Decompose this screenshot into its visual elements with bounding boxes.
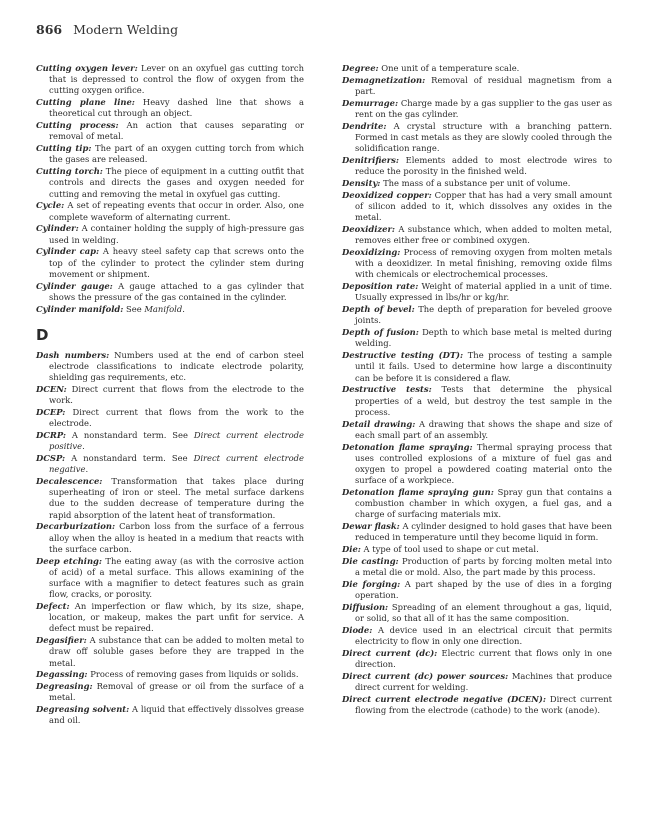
glossary-entry [342, 98, 612, 120]
glossary-term: Deep etching: [36, 555, 102, 566]
glossary-term: Degreasing: [36, 681, 93, 692]
glossary-entry [36, 166, 304, 200]
glossary-term: Deoxidized copper: [342, 189, 432, 200]
glossary-term: DCRP: [36, 430, 66, 441]
glossary-definition: A substance which, when added to molten metal, removes either free or combined oxygen. [355, 224, 612, 246]
glossary-entry [342, 304, 612, 326]
cross-reference: Direct current electrode positive [49, 430, 304, 452]
glossary-entry [36, 407, 304, 429]
glossary-entry [342, 155, 612, 177]
glossary-list-d [36, 350, 304, 727]
glossary-definition: Electric current that flows only in one direction. [355, 648, 612, 670]
glossary-definition: See [123, 303, 145, 314]
glossary-term: Degree: [342, 63, 379, 73]
glossary-definition: The part of an oxygen cutting torch from which the gases are released. [49, 143, 304, 165]
glossary-term: Cycle: [36, 200, 65, 211]
glossary-entry [36, 120, 304, 142]
glossary-term: Cylinder: [36, 223, 79, 234]
glossary-term: Deoxidizing: [342, 247, 401, 257]
glossary-definition: One unit of a temperature scale. [378, 63, 520, 73]
glossary-term: Destructive tests: [342, 384, 432, 395]
glossary-definition: Process of removing oxygen from molten metals with a deoxidizer. In metal finishing, removing oxide films with chemicals or electrochemical processes. [355, 247, 612, 280]
glossary-definition: Thermal spraying process that uses controlled explosions of a mixture of fuel gas and oxygen to propel a powdered coating material onto the surface of a workpiece. [355, 441, 612, 486]
glossary-definition: Elements added to most electrode wires to reduce the porosity in the finished weld. [355, 155, 612, 177]
glossary-definition: Spreading of an element throughout a gas, liquid, or solid, so that all of it has the same composition. [355, 602, 612, 624]
glossary-term: Dendrite: [342, 120, 387, 131]
entry-end-punctuation: . [182, 303, 185, 314]
glossary-term: Diode: [342, 625, 373, 636]
glossary-entry [342, 602, 612, 624]
glossary-term: Density: [342, 178, 381, 188]
glossary-entry [342, 327, 612, 349]
glossary-definition: Spray gun that contains a combustion chamber in which oxygen, a fuel gas, and a charge of surfacing materials mix. [355, 487, 612, 520]
glossary-entry [36, 143, 304, 165]
glossary-term: Detail drawing: [342, 418, 416, 429]
glossary-definition: An imperfection or flaw which, by its size, shape, location, or makeup, makes the part unfit for service. A defect must be repaired. [49, 601, 304, 634]
glossary-definition: A set of repeating events that occur in order. Also, one complete waveform of alternating current. [49, 200, 304, 222]
glossary-entry [36, 384, 304, 406]
glossary-entry [342, 694, 612, 716]
glossary-definition: The piece of equipment in a cutting outfit that controls and directs the gases and oxygen needed for cutting and removing the metal in oxyfuel gas cutting. [49, 166, 304, 199]
glossary-term: Detonation flame spraying: [342, 441, 473, 452]
glossary-term: Deposition rate: [342, 281, 419, 292]
glossary-term: Defect: [36, 601, 70, 612]
glossary-definition: Carbon loss from the surface of a ferrous alloy when the alloy is heated in a medium that reacts with the surface carbon. [49, 521, 304, 554]
glossary-definition: Production of parts by forcing molten metal into a metal die or mold. Also, the part made by this process. [355, 556, 612, 578]
glossary-term: Cutting tip: [36, 143, 92, 154]
glossary-term: Dash numbers: [36, 349, 110, 360]
running-header [36, 22, 178, 37]
glossary-entry [342, 556, 612, 578]
cross-reference: Manifold [144, 303, 183, 314]
glossary-entry [36, 200, 304, 222]
glossary-entry [342, 121, 612, 155]
glossary-entry [36, 556, 304, 601]
glossary-definition: A device used in an electrical circuit that permits electricity to flow in only one direction. [355, 625, 612, 647]
glossary-definition: Direct current that flows from the electrode to the work. [49, 384, 304, 406]
glossary-term: Demurrage: [342, 97, 399, 108]
glossary-entry [342, 625, 612, 647]
glossary-entry [36, 63, 304, 97]
glossary-definition: Heavy dashed line that shows a theoretical cut through an object. [49, 97, 304, 119]
glossary-term: DCSP: [36, 453, 66, 464]
cross-reference: Direct current electrode negative [49, 453, 304, 475]
glossary-term: Die casting: [342, 556, 399, 567]
glossary-definition: The depth of preparation for beveled groove joints. [355, 304, 613, 326]
glossary-definition: A crystal structure with a branching pattern. Formed in cast metals as they are slowly cooled through the solidification range. [355, 120, 612, 154]
glossary-entry [342, 671, 612, 693]
glossary-term: DCEP: [36, 407, 66, 418]
glossary-term: Depth of fusion: [342, 327, 419, 338]
glossary-term: Cylinder manifold: [36, 303, 124, 314]
glossary-term: Detonation flame spraying gun: [342, 487, 494, 498]
glossary-term: Denitrifiers: [342, 155, 399, 165]
book-title: Modern Welding [73, 22, 179, 37]
glossary-term: Die forging: [342, 579, 401, 590]
glossary-definition: The eating away (as with the corrosive action of acid) of a metal surface. This allows examining of the surface with a magnifier to detect features such as grain flow, cracks, or porosity. [49, 555, 304, 600]
glossary-entry [342, 281, 612, 303]
glossary-term: DCEN: [36, 384, 67, 395]
glossary-definition: Machines that produce direct current for welding. [355, 671, 612, 693]
glossary-definition: A gauge attached to a gas cylinder that shows the pressure of the gas contained in the cylinder. [49, 280, 304, 302]
glossary-definition: Numbers used at the end of carbon steel electrode classifications to indicate electrode polarity, shielding gas requirements, etc. [49, 349, 304, 383]
left-column [36, 63, 304, 727]
entry-end-punctuation: . [85, 464, 89, 475]
glossary-definition: A type of tool used to shape or cut metal. [360, 544, 539, 555]
glossary-definition: A nonstandard term. See [65, 453, 194, 464]
glossary-entry [36, 97, 304, 119]
glossary-definition: A container holding the supply of high-pressure gas used in welding. [49, 223, 304, 245]
glossary-entry [342, 247, 612, 281]
glossary-term: Cutting process: [36, 120, 119, 131]
glossary-definition: A drawing that shows the shape and size of each small part of an assembly. [355, 418, 612, 440]
glossary-entry [36, 704, 304, 726]
glossary-term: Die: [342, 544, 361, 555]
glossary-term: Direct current (dc): [342, 648, 438, 659]
glossary-list-d-continued [342, 63, 612, 716]
glossary-entry [342, 419, 612, 441]
glossary-entry [36, 246, 304, 280]
glossary-definition: Lever on an oxyfuel gas cutting torch that is depressed to control the flow of oxygen from the cutting oxygen orifice. [49, 63, 304, 96]
glossary-entry [342, 224, 612, 246]
glossary-list-c [36, 63, 304, 315]
glossary-definition: Charge made by a gas supplier to the gas user as rent on the gas cylinder. [355, 97, 612, 119]
glossary-entry [342, 384, 612, 418]
glossary-entry [36, 669, 304, 680]
glossary-entry [36, 223, 304, 245]
glossary-entry [36, 304, 304, 315]
glossary-entry [342, 63, 612, 74]
glossary-entry [342, 579, 612, 601]
glossary-entry [342, 350, 612, 384]
glossary-definition: Process of removing gases from liquids or solids. [87, 669, 299, 680]
glossary-term: Cylinder cap: [36, 246, 100, 257]
glossary-definition: Transformation that takes place during superheating of iron or steel. The metal surface darkens due to the sudden decrease of temperature during the rapid absorption of the latent heat of transformation. [49, 476, 304, 520]
glossary-entry [342, 648, 612, 670]
glossary-term: Cutting plane line: [36, 97, 135, 108]
glossary-entry [342, 487, 612, 521]
glossary-term: Decarburization: [36, 521, 116, 532]
glossary-entry [342, 190, 612, 224]
glossary-definition: The mass of a substance per unit of volume. [380, 178, 571, 188]
glossary-entry [36, 350, 304, 384]
glossary-definition: A liquid that effectively dissolves grease and oil. [49, 704, 304, 726]
glossary-term: Direct current electrode negative (DCEN): [342, 694, 546, 705]
glossary-entry [36, 681, 304, 703]
section-letter-d: D [36, 325, 49, 344]
glossary-definition: Depth to which base metal is melted during welding. [355, 327, 613, 349]
glossary-definition: A part shaped by the use of dies in a forging operation. [355, 579, 612, 601]
glossary-term: Cutting oxygen lever: [36, 63, 138, 73]
glossary-definition: Direct current flowing from the electrode (cathode) to the work (anode). [355, 694, 612, 716]
glossary-definition: An action that causes separating or removal of metal. [49, 120, 304, 142]
glossary-entry [36, 635, 304, 669]
glossary-term: Diffusion: [342, 602, 389, 613]
glossary-term: Degasifier: [36, 635, 87, 646]
glossary-definition: Tests that determine the physical properties of a weld, but destroy the test sample in the process. [355, 384, 612, 417]
glossary-entry [342, 178, 612, 189]
glossary-entry [342, 442, 612, 487]
glossary-definition: Weight of material applied in a unit of time. Usually expressed in lbs/hr or kg/hr. [355, 281, 612, 303]
glossary-term: Degreasing solvent: [36, 704, 130, 715]
glossary-entry [36, 476, 304, 521]
glossary-entry [342, 544, 612, 555]
glossary-definition: Removal of grease or oil from the surface of a metal. [49, 681, 304, 703]
glossary-definition: A nonstandard term. See [65, 430, 194, 441]
glossary-term: Decalescence: [36, 476, 103, 487]
glossary-term: Deoxidizer: [342, 224, 395, 234]
glossary-term: Cylinder gauge: [36, 280, 113, 291]
glossary-definition: Copper that has had a very small amount of silicon added to it, which dissolves any oxides in the metal. [355, 189, 612, 223]
glossary-term: Degassing: [36, 669, 88, 680]
glossary-definition: A heavy steel safety cap that screws onto the top of the cylinder to protect the cylinder stem during movement or shipment. [49, 246, 304, 279]
glossary-term: Demagnetization: [342, 74, 426, 85]
glossary-entry [342, 521, 612, 543]
glossary-definition: A substance that can be added to molten metal to draw off soluble gases before they are trapped in the metal. [49, 635, 304, 668]
page-number: 866 [36, 22, 63, 37]
right-column [342, 63, 612, 717]
glossary-entry [36, 281, 304, 303]
entry-end-punctuation: . [82, 441, 85, 452]
glossary-term: Cutting torch: [36, 166, 103, 177]
glossary-entry [36, 521, 304, 555]
glossary-entry [36, 430, 304, 452]
glossary-term: Destructive testing (DT): [342, 350, 464, 361]
glossary-definition: Removal of residual magnetism from a part. [355, 74, 612, 96]
glossary-term: Direct current (dc) power sources: [342, 671, 509, 682]
glossary-definition: A cylinder designed to hold gases that have been reduced in temperature until they become liquid in form. [355, 521, 612, 543]
glossary-definition: The process of testing a sample until it fails. Used to determine how large a discontinuity can be before it is considered a flaw. [355, 350, 612, 383]
glossary-definition: Direct current that flows from the work to the electrode. [49, 407, 304, 429]
glossary-entry [342, 75, 612, 97]
glossary-term: Depth of bevel: [342, 304, 415, 315]
glossary-entry [36, 453, 304, 475]
glossary-term: Dewar flask: [342, 521, 400, 532]
glossary-entry [36, 601, 304, 635]
